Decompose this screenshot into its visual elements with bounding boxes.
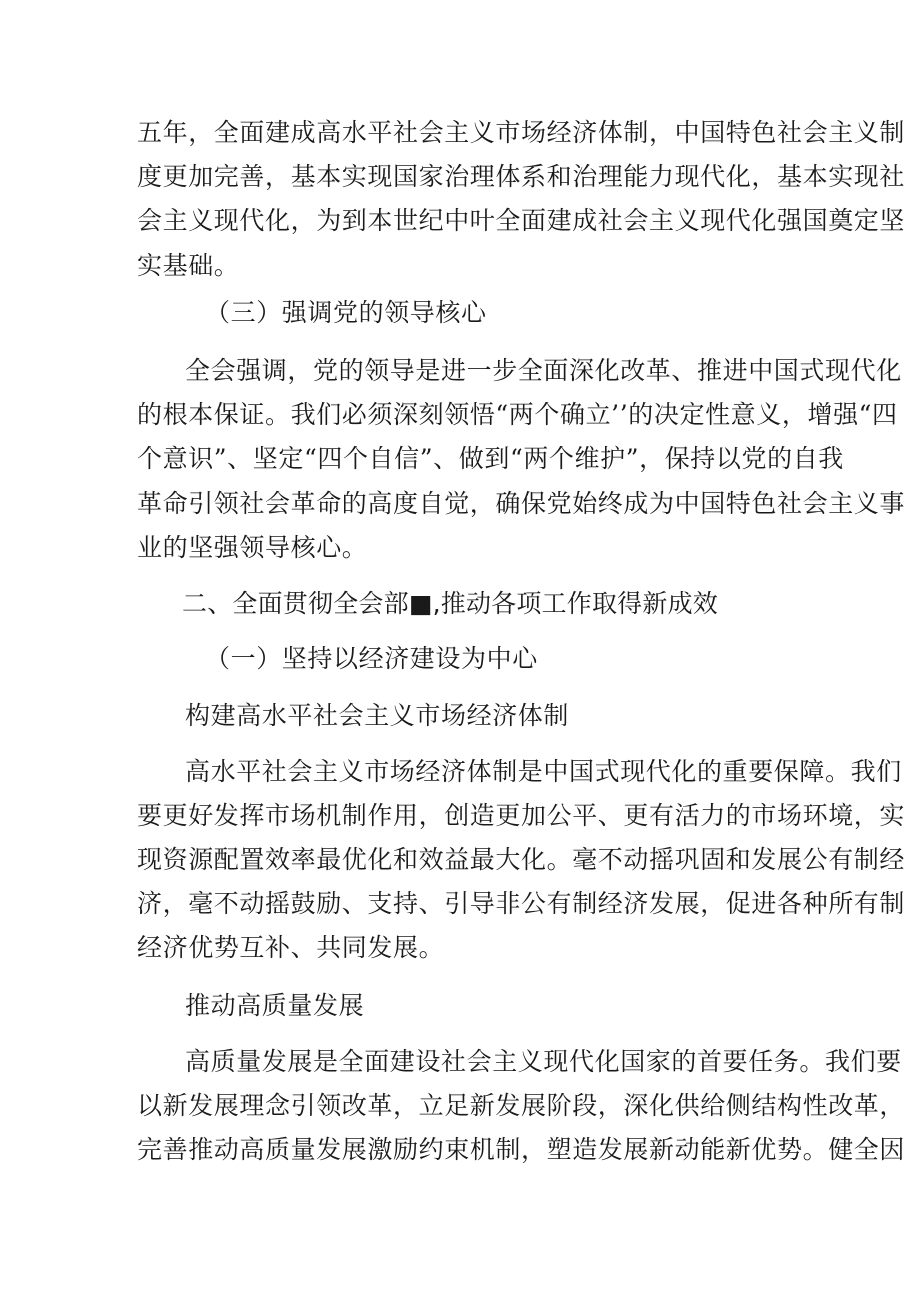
paragraph-1-line-1: 五年，全面建成高水平社会主义市场经济体制，中国特色社会主义制: [137, 118, 906, 147]
topic-market-economy: 构建高水平社会主义市场经济体制: [185, 701, 570, 730]
paragraph-2-line-2: 的根本保证。我们必须深刻领悟“两个确立’’的决定性意义，增强“四: [137, 400, 898, 429]
paragraph-2-line-5: 业的坚强领导核心。: [137, 533, 368, 562]
paragraph-3-line-2: 要更好发挥市场机制作用，创造更加公平、更有活力的市场环境，实: [137, 801, 906, 830]
paragraph-4-line-3: 完善推动高质量发展激励约束机制，塑造发展新动能新优势。健全因: [137, 1135, 906, 1164]
paragraph-4-line-1: 高质量发展是全面建设社会主义现代化国家的首要任务。我们要: [185, 1047, 902, 1076]
section-heading-2: 二、全面贯彻全会部■,推动各项工作取得新成效: [182, 589, 718, 618]
subheading-party-leadership: （三）强调党的领导核心: [205, 298, 487, 327]
paragraph-1-line-2: 度更加完善，基本实现国家治理体系和治理能力现代化，基本实现社: [137, 162, 906, 191]
paragraph-2-line-3: 个意识”、坚定“四个自信”、做到“两个维护”，保持以党的自我: [137, 444, 844, 473]
paragraph-3-line-1: 高水平社会主义市场经济体制是中国式现代化的重要保障。我们: [185, 757, 902, 786]
paragraph-3-line-5: 经济优势互补、共同发展。: [137, 933, 445, 962]
subheading-economic-construction: （一）坚持以经济建设为中心: [205, 644, 538, 673]
paragraph-4-line-2: 以新发展理念引领改革，立足新发展阶段，深化供给侧结构性改革，: [137, 1091, 906, 1120]
paragraph-1-line-4: 实基础。: [137, 251, 240, 280]
paragraph-2-line-4: 革命引领社会革命的高度自觉，确保党始终成为中国特色社会主义事: [137, 489, 906, 518]
paragraph-1-line-3: 会主义现代化，为到本世纪中叶全面建成社会主义现代化强国奠定坚: [137, 206, 906, 235]
paragraph-3-line-3: 现资源配置效率最优化和效益最大化。毫不动摇巩固和发展公有制经: [137, 845, 906, 874]
paragraph-3-line-4: 济，毫不动摇鼓励、支持、引导非公有制经济发展，促进各种所有制: [137, 889, 906, 918]
topic-high-quality-development: 推动高质量发展: [185, 991, 365, 1020]
paragraph-2-line-1: 全会强调，党的领导是进一步全面深化改革、推进中国式现代化: [185, 356, 902, 385]
